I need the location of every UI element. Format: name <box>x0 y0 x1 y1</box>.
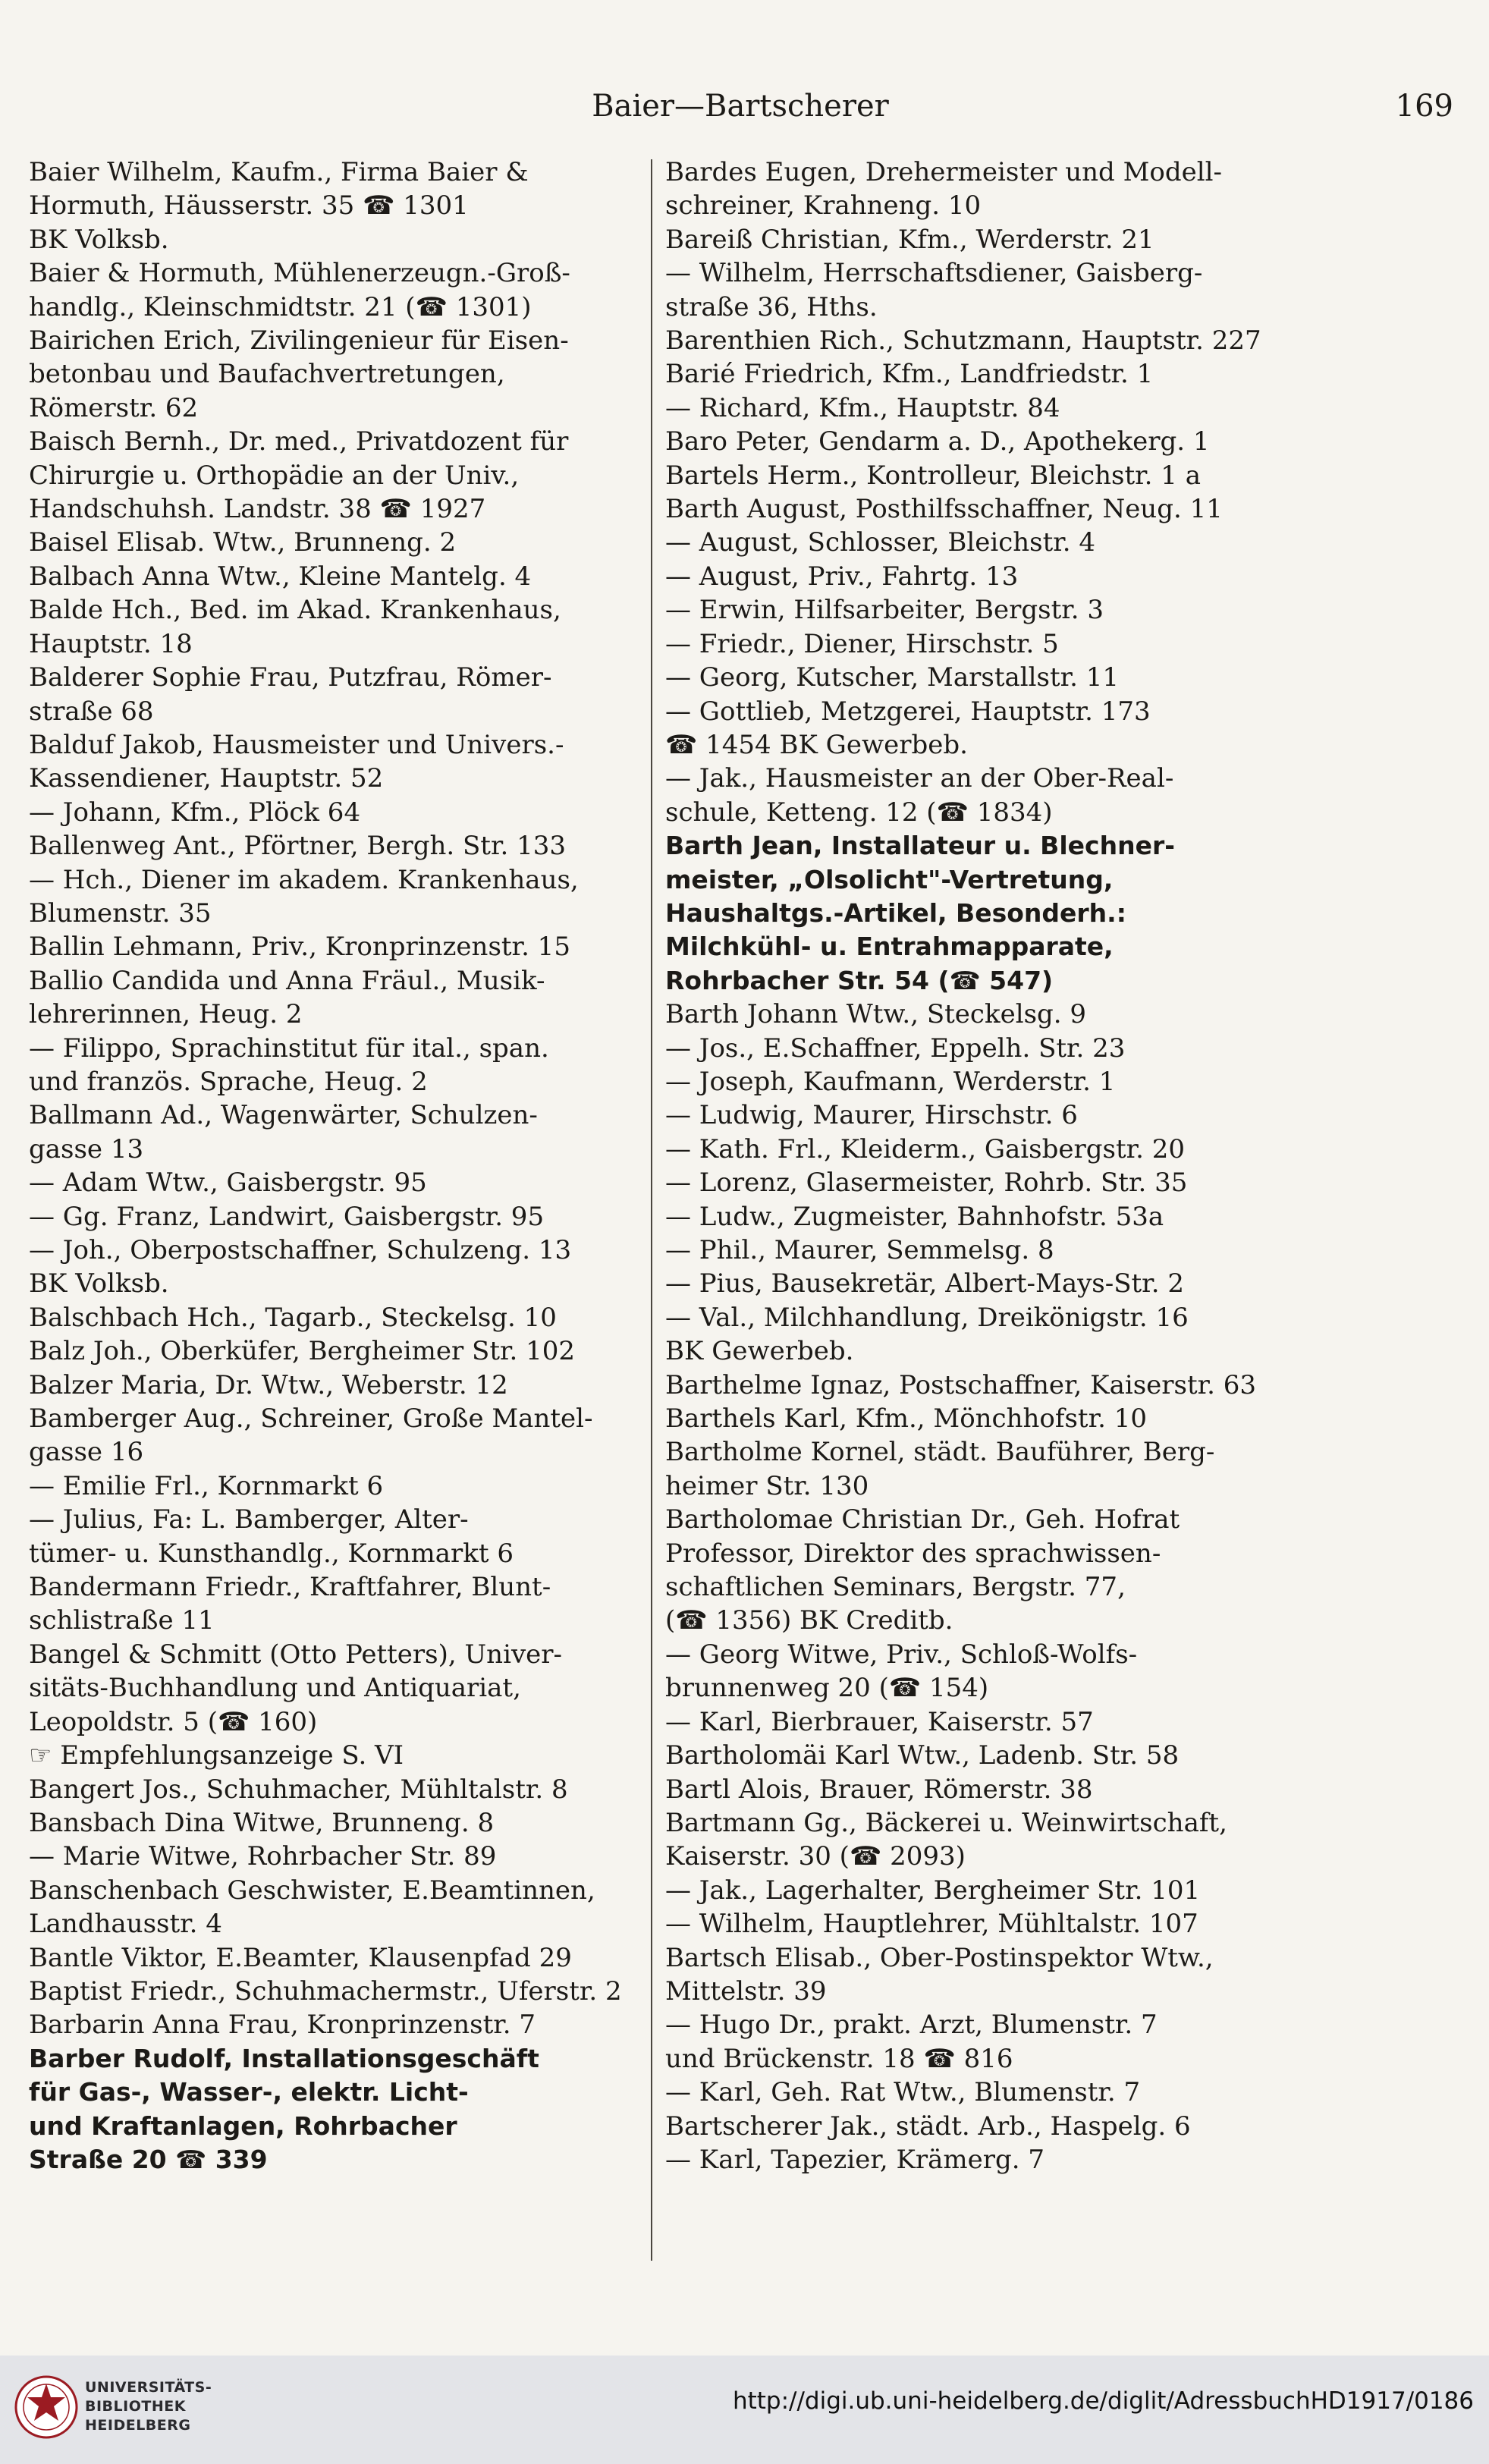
directory-entry-line: Rohrbacher Str. 54 (☎ 547) <box>665 965 1054 995</box>
directory-entry-line: Mittelstr. 39 <box>665 1975 827 2007</box>
directory-entry-line: Ballin Lehmann, Priv., Kronprinzenstr. 15 <box>29 932 570 963</box>
directory-entry-line: Haushaltgs.-Artikel, Besonderh.: <box>665 897 1126 928</box>
directory-entry-line: Baptist Friedr., Schuhmachermstr., Uferstr. 2 <box>29 1975 622 2007</box>
directory-entry-line: — Adam Wtw., Gaisbergstr. 95 <box>29 1168 427 1199</box>
directory-entry-line: Barié Friedrich, Kfm., Landfriedstr. 1 <box>665 359 1154 390</box>
directory-entry-line: — August, Schlosser, Bleichstr. 4 <box>665 527 1096 558</box>
directory-entry-line: — Wilhelm, Hauptlehrer, Mühltalstr. 107 <box>665 1909 1198 1940</box>
directory-entry-line: — Pius, Bausekretär, Albert-Mays-Str. 2 <box>665 1268 1184 1300</box>
directory-entry-line: Banschenbach Geschwister, E.Beamtinnen, <box>29 1875 595 1906</box>
directory-entry-line: — Johann, Kfm., Plöck 64 <box>29 797 361 828</box>
directory-entry-line: betonbau und Baufachvertretungen, <box>29 359 505 390</box>
page-header <box>27 83 1453 129</box>
directory-entry-line: Bansbach Dina Witwe, Brunneng. 8 <box>29 1807 495 1838</box>
directory-entry-line: Balbach Anna Wtw., Kleine Mantelg. 4 <box>29 561 532 592</box>
directory-entry-line: Bamberger Aug., Schreiner, Große Mantel- <box>29 1403 593 1435</box>
directory-entry-line: Bantle Viktor, E.Beamter, Klausenpfad 29 <box>29 1942 572 1973</box>
left-column <box>29 156 643 2176</box>
directory-entry-line: Landhausstr. 4 <box>29 1909 222 1940</box>
directory-entry-line: — Ludwig, Maurer, Hirschstr. 6 <box>665 1100 1078 1131</box>
directory-entry-line: sitäts-Buchhandlung und Antiquariat, <box>29 1673 521 1704</box>
directory-entry-line: lehrerinnen, Heug. 2 <box>29 999 303 1030</box>
directory-entry-line: Baier Wilhelm, Kaufm., Firma Baier & <box>29 157 529 187</box>
directory-entry-line: Ballio Candida und Anna Fräul., Musik- <box>29 965 545 996</box>
directory-entry-line: Bangert Jos., Schuhmacher, Mühltalstr. 8 <box>29 1774 568 1805</box>
directory-entry-line: Bangel & Schmitt (Otto Petters), Univer- <box>29 1639 563 1670</box>
directory-entry-line: Milchkühl- u. Entrahmapparate, <box>665 932 1114 962</box>
directory-entry-line: — Ludw., Zugmeister, Bahnhofstr. 53a <box>665 1201 1164 1232</box>
university-seal-icon <box>14 2374 79 2440</box>
directory-entry-line: Barbarin Anna Frau, Kronprinzenstr. 7 <box>29 2010 536 2041</box>
directory-entry-line: — Karl, Geh. Rat Wtw., Blumenstr. 7 <box>665 2077 1141 2108</box>
directory-entry-line: Bartsch Elisab., Ober-Postinspektor Wtw., <box>665 1942 1214 1973</box>
directory-entry-line: BK Gewerbeb. <box>665 1336 854 1367</box>
directory-entry-line: Barth Johann Wtw., Steckelsg. 9 <box>665 999 1087 1030</box>
directory-entry-line: schreiner, Krahneng. 10 <box>665 190 982 222</box>
directory-entry-line: — Jak., Lagerhalter, Bergheimer Str. 101 <box>665 1875 1201 1906</box>
directory-entry-line: heimer Str. 130 <box>665 1470 869 1501</box>
directory-entry-line: Baro Peter, Gendarm a. D., Apothekerg. 1 <box>665 426 1210 457</box>
directory-entry-line: Bandermann Friedr., Kraftfahrer, Blunt- <box>29 1572 551 1603</box>
directory-entry-line: ☞ Empfehlungsanzeige S. VI <box>29 1740 404 1771</box>
directory-entry-line: — Jak., Hausmeister an der Ober-Real- <box>665 763 1174 794</box>
directory-entry-line: BK Volksb. <box>29 224 169 255</box>
directory-entry-line: und französ. Sprache, Heug. 2 <box>29 1066 428 1097</box>
directory-entry-line: gasse 13 <box>29 1133 144 1164</box>
directory-entry-line: Straße 20 ☎ 339 <box>29 2144 268 2174</box>
directory-entry-line: Kassendiener, Hauptstr. 52 <box>29 763 384 794</box>
directory-entry-line: gasse 16 <box>29 1437 144 1468</box>
directory-entry-line: — Joh., Oberpostschaffner, Schulzeng. 13 <box>29 1235 572 1265</box>
directory-entry-line: Baisch Bernh., Dr. med., Privatdozent für <box>29 426 569 457</box>
directory-entry-line: — Kath. Frl., Kleiderm., Gaisbergstr. 20 <box>665 1133 1186 1164</box>
directory-entry-line: — Erwin, Hilfsarbeiter, Bergstr. 3 <box>665 595 1104 626</box>
directory-entry-line: Professor, Direktor des sprachwissen- <box>665 1538 1161 1569</box>
logo-line: BIBLIOTHEK <box>85 2398 186 2415</box>
directory-entry-line: straße 68 <box>29 696 154 727</box>
directory-entry-line: — Georg Witwe, Priv., Schloß-Wolfs- <box>665 1639 1138 1670</box>
directory-entry-line: Balde Hch., Bed. im Akad. Krankenhaus, <box>29 595 561 626</box>
directory-entry-line: Bartmann Gg., Bäckerei u. Weinwirtschaft, <box>665 1807 1227 1838</box>
directory-entry-line: Ballmann Ad., Wagenwärter, Schulzen- <box>29 1100 538 1131</box>
directory-entry-line: Balduf Jakob, Hausmeister und Univers.- <box>29 729 564 760</box>
directory-entry-line: meister, „Olsolicht"-Vertretung, <box>665 864 1114 894</box>
directory-entry-line: Balderer Sophie Frau, Putzfrau, Römer- <box>29 662 552 693</box>
directory-entry-line: — Val., Milchhandlung, Dreikönigstr. 16 <box>665 1302 1189 1333</box>
directory-entry-line: — Karl, Tapezier, Krämerg. 7 <box>665 2144 1045 2175</box>
directory-entry-line: brunnenweg 20 (☎ 154) <box>665 1673 989 1704</box>
directory-entry-line: Handschuhsh. Landstr. 38 ☎ 1927 <box>29 494 486 525</box>
library-logo-text <box>85 2378 212 2435</box>
directory-entry-line: straße 36, Hths. <box>665 291 878 322</box>
directory-entry-line: Bartholme Kornel, städt. Bauführer, Berg- <box>665 1437 1215 1468</box>
directory-entry-line: Barber Rudolf, Installationsgeschäft <box>29 2043 539 2073</box>
directory-entry-line: Blumenstr. 35 <box>29 897 212 929</box>
directory-entry-line: Baier & Hormuth, Mühlenerzeugn.-Groß- <box>29 258 570 289</box>
running-title: Baier—Bartscherer <box>592 89 889 124</box>
directory-entry-line: — Hugo Dr., prakt. Arzt, Blumenstr. 7 <box>665 2010 1158 2041</box>
directory-entry-line: tümer- u. Kunsthandlg., Kornmarkt 6 <box>29 1538 514 1569</box>
logo-line: UNIVERSITÄTS- <box>85 2379 212 2396</box>
directory-entry-line: Bardes Eugen, Drehermeister und Modell- <box>665 157 1222 187</box>
directory-entry-line: Barth Jean, Installateur u. Blechner- <box>665 831 1175 861</box>
directory-entry-line: — Joseph, Kaufmann, Werderstr. 1 <box>665 1066 1116 1097</box>
page-number: 169 <box>1395 89 1453 124</box>
column-divider <box>651 159 652 2261</box>
directory-entry-line: Chirurgie u. Orthopädie an der Univ., <box>29 460 520 491</box>
directory-entry-line: — Georg, Kutscher, Marstallstr. 11 <box>665 662 1120 693</box>
directory-entry-line: — Richard, Kfm., Hauptstr. 84 <box>665 392 1060 423</box>
directory-entry-line: schlistraße 11 <box>29 1605 215 1636</box>
directory-entry-line: Ballenweg Ant., Pförtner, Bergh. Str. 133 <box>29 831 566 862</box>
directory-entry-line: — Marie Witwe, Rohrbacher Str. 89 <box>29 1841 497 1872</box>
directory-entry-line: Barenthien Rich., Schutzmann, Hauptstr. 227 <box>665 325 1261 357</box>
directory-entry-line: Hormuth, Häusserstr. 35 ☎ 1301 <box>29 190 469 222</box>
directory-entry-line: — Friedr., Diener, Hirschstr. 5 <box>665 628 1059 659</box>
directory-entry-line: Bairichen Erich, Zivilingenieur für Eisen- <box>29 325 569 357</box>
directory-entry-line: schaftlichen Seminars, Bergstr. 77, <box>665 1572 1126 1603</box>
directory-entry-line: Bareiß Christian, Kfm., Werderstr. 21 <box>665 224 1154 255</box>
directory-entry-line: schule, Ketteng. 12 (☎ 1834) <box>665 797 1053 828</box>
directory-entry-line: — Julius, Fa: L. Bamberger, Alter- <box>29 1504 469 1535</box>
directory-entry-line: Bartels Herm., Kontrolleur, Bleichstr. 1 a <box>665 460 1201 491</box>
directory-entry-line: Bartscherer Jak., städt. Arb., Haspelg. 6 <box>665 2110 1191 2142</box>
directory-entry-line: — Wilhelm, Herrschaftsdiener, Gaisberg- <box>665 258 1203 289</box>
directory-entry-line: — Karl, Bierbrauer, Kaiserstr. 57 <box>665 1706 1094 1737</box>
directory-entry-line: handlg., Kleinschmidtstr. 21 (☎ 1301) <box>29 291 532 322</box>
directory-entry-line: Römerstr. 62 <box>29 392 199 423</box>
source-url-link[interactable]: http://digi.ub.uni-heidelberg.de/diglit/AdressbuchHD1917/0186 <box>732 2387 1474 2415</box>
directory-entry-line: — Filippo, Sprachinstitut für ital., span. <box>29 1032 549 1064</box>
logo-line: HEIDELBERG <box>85 2417 191 2434</box>
directory-entry-line: Bartl Alois, Brauer, Römerstr. 38 <box>665 1774 1093 1805</box>
directory-entry-line: Baisel Elisab. Wtw., Brunneng. 2 <box>29 527 457 558</box>
directory-entry-line: — Phil., Maurer, Semmelsg. 8 <box>665 1235 1054 1265</box>
directory-entry-line: für Gas-, Wasser-, elektr. Licht- <box>29 2077 469 2107</box>
directory-entry-line: Bartholomae Christian Dr., Geh. Hofrat <box>665 1504 1180 1535</box>
directory-entry-line: — Lorenz, Glasermeister, Rohrb. Str. 35 <box>665 1168 1188 1199</box>
directory-entry-line: Kaiserstr. 30 (☎ 2093) <box>665 1841 966 1872</box>
directory-entry-line: Balz Joh., Oberküfer, Bergheimer Str. 102 <box>29 1336 576 1367</box>
directory-entry-line: — Hch., Diener im akadem. Krankenhaus, <box>29 864 579 895</box>
directory-entry-line: Barthels Karl, Kfm., Mönchhofstr. 10 <box>665 1403 1147 1435</box>
directory-entry-line: Bartholomäi Karl Wtw., Ladenb. Str. 58 <box>665 1740 1180 1771</box>
directory-entry-line: BK Volksb. <box>29 1268 169 1300</box>
directory-entry-line: Barth August, Posthilfsschaffner, Neug. 11 <box>665 494 1223 525</box>
directory-entry-line: — Emilie Frl., Kornmarkt 6 <box>29 1470 384 1501</box>
viewer-footer <box>0 2356 1489 2464</box>
directory-entry-line: — August, Priv., Fahrtg. 13 <box>665 561 1019 592</box>
directory-entry-line: und Brückenstr. 18 ☎ 816 <box>665 2043 1013 2074</box>
directory-entry-line: — Gg. Franz, Landwirt, Gaisbergstr. 95 <box>29 1201 545 1232</box>
directory-entry-line: ☎ 1454 BK Gewerbeb. <box>665 729 968 760</box>
directory-entry-line: (☎ 1356) BK Creditb. <box>665 1605 953 1636</box>
directory-entry-line: Balzer Maria, Dr. Wtw., Weberstr. 12 <box>29 1369 508 1400</box>
directory-entry-line: und Kraftanlagen, Rohrbacher <box>29 2110 457 2141</box>
directory-entry-line: Leopoldstr. 5 (☎ 160) <box>29 1706 318 1737</box>
directory-entry-line: Balschbach Hch., Tagarb., Steckelsg. 10 <box>29 1302 557 1333</box>
directory-entry-line: Barthelme Ignaz, Postschaffner, Kaiserstr. 63 <box>665 1369 1257 1400</box>
directory-entry-line: — Jos., E.Schaffner, Eppelh. Str. 23 <box>665 1032 1126 1064</box>
directory-entry-line: Hauptstr. 18 <box>29 628 193 659</box>
directory-entry-line: — Gottlieb, Metzgerei, Hauptstr. 173 <box>665 696 1151 727</box>
right-column <box>665 156 1280 2176</box>
